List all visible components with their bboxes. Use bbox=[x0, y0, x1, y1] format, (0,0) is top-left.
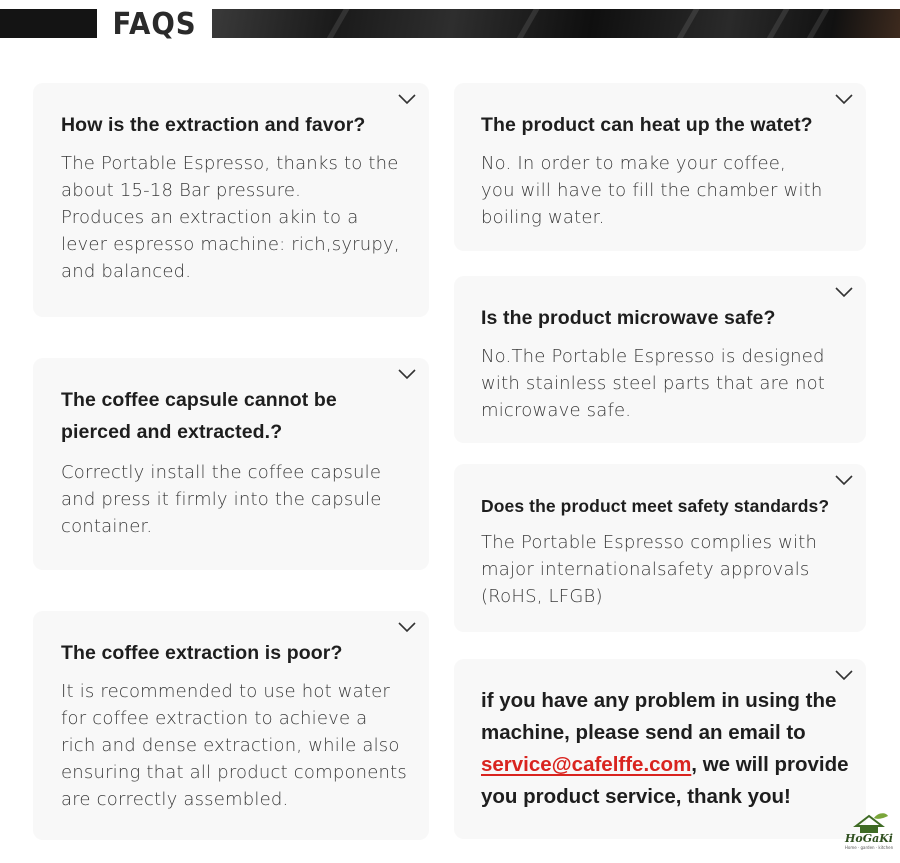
faq-answer bbox=[61, 678, 407, 813]
faq-answer-line: The Portable Espresso, thanks to the bbox=[61, 153, 399, 174]
faq-card[interactable] bbox=[33, 83, 429, 317]
faq-question-line: The coffee capsule cannot be bbox=[61, 389, 337, 411]
chevron-down-icon[interactable] bbox=[835, 669, 853, 681]
faq-question bbox=[481, 109, 813, 141]
faq-answer-line: about 15-18 Bar pressure. bbox=[61, 180, 302, 201]
faq-question-line: The coffee extraction is poor? bbox=[61, 642, 343, 664]
header-band-right bbox=[212, 9, 900, 38]
faq-question bbox=[61, 637, 342, 669]
faq-question-line: Is the product microwave safe? bbox=[481, 307, 776, 329]
faq-answer bbox=[481, 529, 817, 610]
faq-answer-line: No. In order to make your coffee, bbox=[481, 153, 786, 174]
faq-question bbox=[481, 490, 829, 522]
chevron-down-icon[interactable] bbox=[398, 368, 416, 380]
faq-answer bbox=[61, 150, 400, 285]
faq-question bbox=[61, 384, 337, 448]
logo-text: HoGaKi bbox=[845, 832, 893, 845]
header-band-left bbox=[0, 9, 97, 38]
chevron-down-icon[interactable] bbox=[835, 474, 853, 486]
faq-answer-line: Correctly install the coffee capsule bbox=[61, 462, 382, 483]
faq-answer-line: No.The Portable Espresso is designed bbox=[481, 346, 825, 367]
faq-answer-line: Produces an extraction akin to a bbox=[61, 207, 359, 228]
faq-answer-line: The Portable Espresso complies with bbox=[481, 532, 818, 553]
faq-answer-line: and balanced. bbox=[61, 261, 192, 282]
logo-tagline: Home · garden · kitchen bbox=[844, 845, 894, 850]
brand-logo bbox=[838, 810, 900, 854]
email-link[interactable]: service@cafelffe.com bbox=[481, 753, 692, 776]
faq-card[interactable] bbox=[454, 83, 866, 251]
faq-answer-line: rich and dense extraction, while also bbox=[61, 735, 400, 756]
faq-answer-line: you will have to fill the chamber with bbox=[481, 180, 823, 201]
faq-card[interactable] bbox=[33, 358, 429, 570]
faq-question-line: The product can heat up the watet? bbox=[481, 114, 813, 136]
faq-answer-line: with stainless steel parts that are not bbox=[481, 373, 826, 394]
faq-question-line: How is the extraction and favor? bbox=[61, 114, 366, 136]
faq-question-line: pierced and extracted.? bbox=[61, 421, 283, 443]
faq-card[interactable] bbox=[454, 464, 866, 632]
faq-answer-line: (RoHS, LFGB) bbox=[481, 586, 603, 607]
faq-answer-line: for coffee extraction to achieve a bbox=[61, 708, 368, 729]
chevron-down-icon[interactable] bbox=[835, 286, 853, 298]
page-title: FAQS bbox=[112, 6, 197, 42]
contact-message bbox=[481, 685, 849, 813]
contact-line-suffix: , we will provide bbox=[691, 753, 849, 776]
contact-line: you product service, thank you! bbox=[481, 785, 791, 808]
faq-answer-line: It is recommended to use hot water bbox=[61, 681, 391, 702]
faq-card[interactable] bbox=[454, 276, 866, 443]
contact-card bbox=[454, 659, 866, 839]
faq-answer-line: lever espresso machine: rich,syrupy, bbox=[61, 234, 400, 255]
faq-answer-line: microwave safe. bbox=[481, 400, 632, 421]
faq-question bbox=[61, 109, 365, 141]
contact-line: if you have any problem in using the bbox=[481, 689, 837, 712]
faq-question-line: Does the product meet safety standards? bbox=[481, 496, 830, 516]
faq-card[interactable] bbox=[33, 611, 429, 840]
contact-line: machine, please send an email to bbox=[481, 721, 806, 744]
chevron-down-icon[interactable] bbox=[398, 621, 416, 633]
faq-answer-line: are correctly assembled. bbox=[61, 789, 289, 810]
chevron-down-icon[interactable] bbox=[835, 93, 853, 105]
faq-answer-line: ensuring that all product components bbox=[61, 762, 407, 783]
chevron-down-icon[interactable] bbox=[398, 93, 416, 105]
faq-answer bbox=[481, 343, 825, 424]
house-leaf-icon bbox=[838, 810, 900, 834]
faq-question bbox=[481, 302, 776, 334]
faq-answer-line: major internationalsafety approvals bbox=[481, 559, 810, 580]
faq-answer bbox=[61, 459, 382, 540]
faq-answer-line: boiling water. bbox=[481, 207, 605, 228]
faq-answer-line: container. bbox=[61, 516, 153, 537]
faq-answer bbox=[481, 150, 823, 231]
contact-line bbox=[481, 749, 849, 781]
faq-answer-line: and press it firmly into the capsule bbox=[61, 489, 382, 510]
